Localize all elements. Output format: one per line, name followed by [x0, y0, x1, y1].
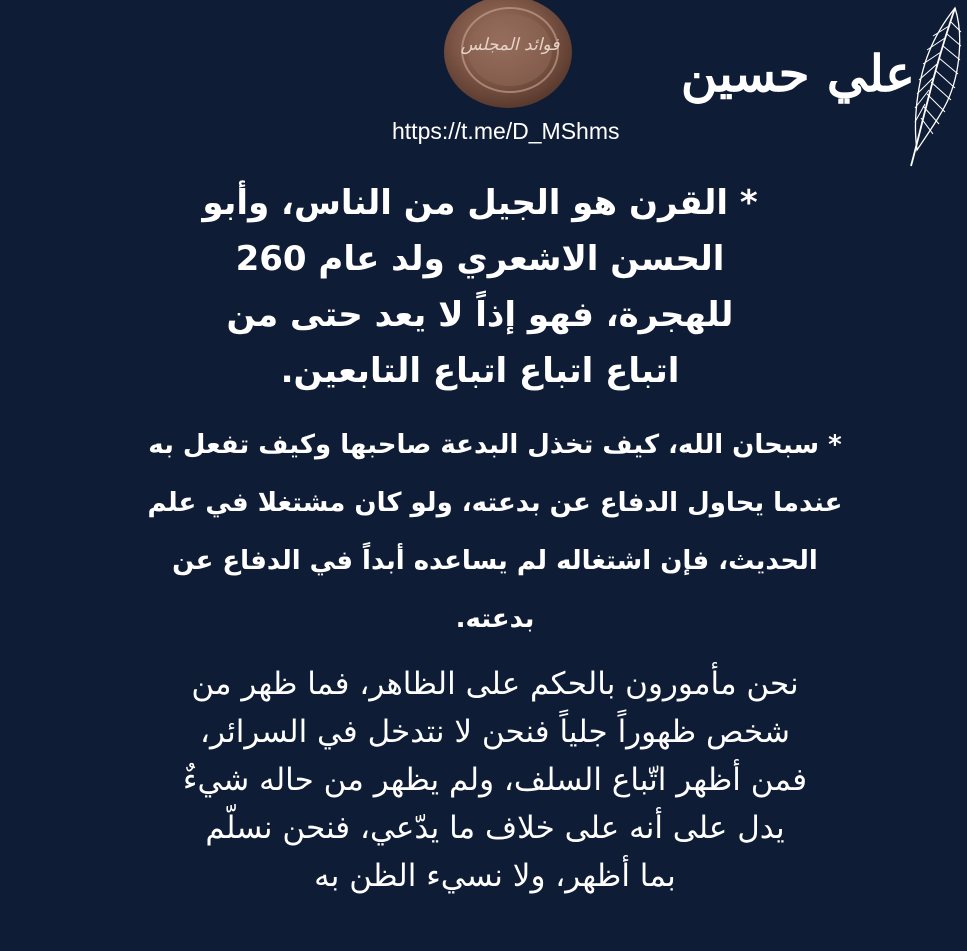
paragraph-1 [180, 175, 780, 399]
paragraph-2-line: عندما يحاول الدفاع عن بدعته، ولو كان مشتغلا في علم [147, 488, 843, 518]
paragraph-1-line: للهجرة، فهو إذاً لا يعد حتى من [226, 295, 734, 335]
paragraph-2-line: بدعته. [455, 604, 535, 634]
paragraph-1-line: اتباع اتباع اتباع التابعين. [280, 351, 680, 391]
telegram-link[interactable]: https://t.me/D_MShms [392, 118, 620, 144]
wax-seal-logo [438, 0, 578, 112]
paragraph-2 [100, 416, 890, 648]
paragraph-1-line: * القرن هو الجيل من الناس، وأبو [202, 183, 758, 223]
paragraph-2-line: الحديث، فإن اشتغاله لم يساعده أبداً في الدفاع عن [172, 546, 818, 576]
author-name: علي حسين [680, 44, 915, 103]
paragraph-3-line: بما أظهر، ولا نسيء الظن به [314, 858, 676, 894]
paragraph-3-line: نحن مأمورون بالحكم على الظاهر، فما ظهر من [191, 666, 799, 702]
paragraph-3-line: شخص ظهوراً جلياً فنحن لا نتدخل في السرائر، [200, 714, 790, 750]
paragraph-1-line: الحسن الاشعري ولد عام 260 [235, 239, 725, 279]
paragraph-3 [100, 660, 890, 900]
paragraph-2-line: * سبحان الله، كيف تخذل البدعة صاحبها وكيف تفعل به [148, 430, 842, 460]
paragraph-3-line: فمن أظهر اتّباع السلف، ولم يظهر من حاله شيءٌ [182, 762, 808, 798]
seal-text: فوائد المجلس [460, 35, 560, 55]
feather-icon [903, 2, 965, 168]
paragraph-3-line: يدل على أنه على خلاف ما يدّعي، فنحن نسلّم [205, 810, 785, 846]
